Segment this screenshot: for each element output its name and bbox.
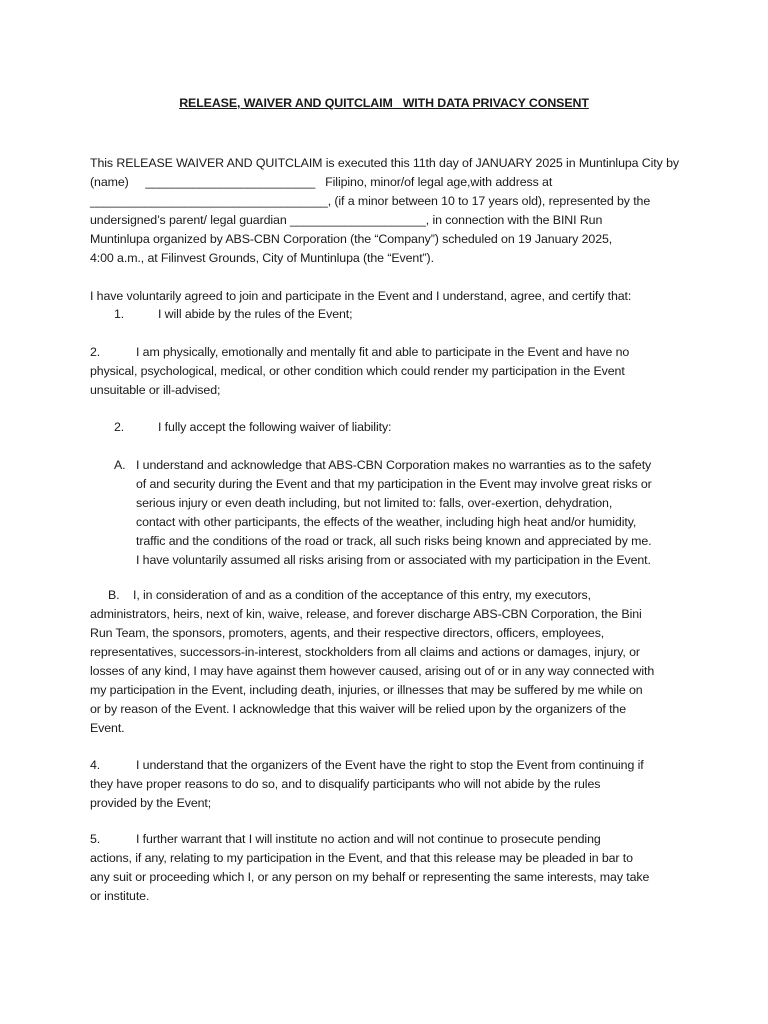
item-2a-line-1: I am physically, emotionally and mentally fit and able to participate in the Event and have no xyxy=(136,345,630,359)
item-b-line-5: losses of any kind, I may have against them however caused, arising out of or in any way connected with xyxy=(90,664,655,678)
intro-line-4: undersigned’s parent/ legal guardian ____________________, in connection with the BINI Run xyxy=(90,213,603,227)
item-4-line-3: provided by the Event; xyxy=(90,796,212,810)
intro-line-2: (name) _________________________ Filipino, minor/of legal age,with address at xyxy=(90,175,553,189)
item-a-line-6: I have voluntarily assumed all risks arising from or associated with my participation in the Event. xyxy=(136,553,651,567)
item-2a-line-3: unsuitable or ill-advised; xyxy=(90,383,221,397)
item-2b-text: I fully accept the following waiver of liability: xyxy=(158,420,392,434)
item-2a-line-2: physical, psychological, medical, or other condition which could render my participation in the Event xyxy=(90,364,625,378)
intro-line-5: Muntinlupa organized by ABS-CBN Corporation (the “Company”) scheduled on 19 January 2025, xyxy=(90,232,613,246)
document-title: RELEASE, WAIVER AND QUITCLAIM WITH DATA PRIVACY CONSENT xyxy=(179,96,589,110)
item-5-line-4: or institute. xyxy=(90,889,150,903)
item-b-line-6: my participation in the Event, including death, injuries, or illnesses that may be suffered by me while on xyxy=(90,683,643,697)
intro-line-6: 4:00 a.m., at Filinvest Grounds, City of Muntinlupa (the “Event”). xyxy=(90,251,434,265)
item-b-letter: B. xyxy=(108,588,120,602)
item-b-line-7: or by reason of the Event. I acknowledge that this waiver will be relied upon by the organizers of the xyxy=(90,702,626,716)
item-2a-number: 2. xyxy=(90,345,101,359)
item-a-letter: A. xyxy=(114,458,126,472)
item-1-number: 1. xyxy=(114,307,125,321)
item-a-line-4: contact with other participants, the effects of the weather, including high heat and/or humidity, xyxy=(136,515,637,529)
item-b-line-4: representatives, successors-in-interest, stockholders from all claims and actions or damages, injury, or xyxy=(90,645,640,659)
item-a-line-2: of and security during the Event and that my participation in the Event may involve great risks or xyxy=(136,477,652,491)
item-5-line-2: actions, if any, relating to my participation in the Event, and that this release may be pleaded in bar to xyxy=(90,851,633,865)
agreement-intro: I have voluntarily agreed to join and participate in the Event and I understand, agree, and certify that: xyxy=(90,289,632,303)
item-a-line-1: I understand and acknowledge that ABS-CBN Corporation makes no warranties as to the safety xyxy=(136,458,652,472)
item-5-line-1: I further warrant that I will institute no action and will not continue to prosecute pending xyxy=(136,832,601,846)
item-b-line-3: Run Team, the sponsors, promoters, agents, and their respective directors, officers, employees, xyxy=(90,626,605,640)
item-a-line-5: traffic and the conditions of the road or track, all such risks being known and appreciated by me. xyxy=(136,534,652,548)
item-5-line-3: any suit or proceeding which I, or any person on my behalf or representing the same interests, may take xyxy=(90,870,650,884)
intro-line-1: This RELEASE WAIVER AND QUITCLAIM is executed this 11th day of JANUARY 2025 in Muntinlupa City by xyxy=(90,156,679,170)
item-5-number: 5. xyxy=(90,832,101,846)
item-4-line-1: I understand that the organizers of the Event have the right to stop the Event from continuing if xyxy=(136,758,644,772)
item-4-line-2: they have proper reasons to do so, and to disqualify participants who will not abide by the rules xyxy=(90,777,601,791)
intro-line-3: ___________________________________, (if a minor between 10 to 17 years old), represented by the xyxy=(90,194,651,208)
item-b-line-8: Event. xyxy=(90,721,125,735)
item-1-text: I will abide by the rules of the Event; xyxy=(158,307,353,321)
item-a-line-3: serious injury or even death including, but not limited to: falls, over-exertion, dehydration, xyxy=(136,496,613,510)
item-b-line-1: I, in consideration of and as a condition of the acceptance of this entry, my executors, xyxy=(133,588,591,602)
item-2b-number: 2. xyxy=(114,420,125,434)
item-4-number: 4. xyxy=(90,758,101,772)
item-b-line-2: administrators, heirs, next of kin, waive, release, and forever discharge ABS-CBN Corporation, the Bini xyxy=(90,607,642,621)
